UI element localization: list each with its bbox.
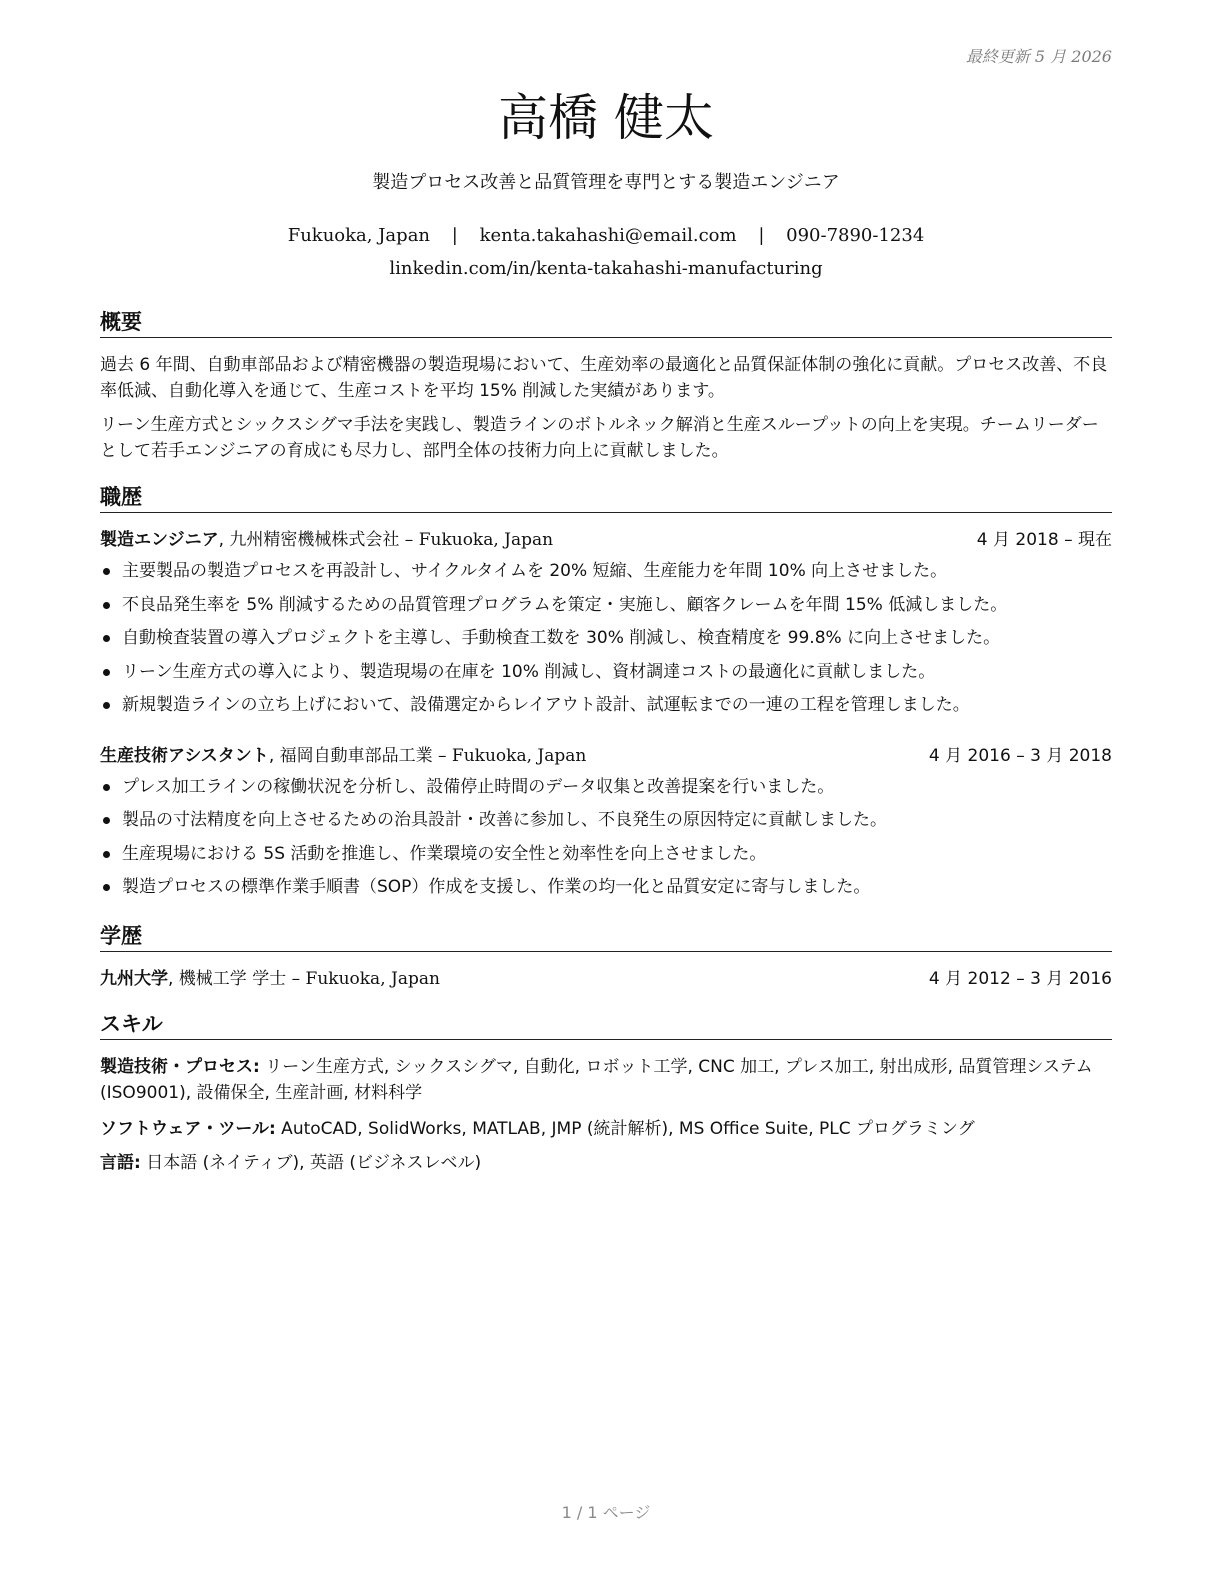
education-title-line xyxy=(100,964,440,994)
tagline: 製造プロセス改善と品質管理を専門とする製造エンジニア xyxy=(372,172,840,193)
list-item: 主要製品の製造プロセスを再設計し、サイクルタイムを 20% 短縮、生産能力を年間 10% 向上させました。 xyxy=(100,555,1112,589)
job-dates: 4 月 2018 – 現在 xyxy=(976,530,1112,550)
job-location: – Fukuoka, Japan xyxy=(399,530,554,550)
last-updated: 最終更新 5 月 2026 xyxy=(965,47,1112,66)
contact-email[interactable]: kenta.takahashi@email.com xyxy=(479,225,737,246)
skill-group xyxy=(100,1116,1112,1142)
job-role: 生産技術アシスタント xyxy=(100,745,269,766)
skill-group xyxy=(100,1054,1112,1106)
contact-separator: | xyxy=(758,225,765,246)
education-degree: , 機械工学 学士 xyxy=(168,969,287,989)
education-section xyxy=(100,922,1112,994)
candidate-name: 高橋 健太 xyxy=(498,89,714,147)
list-item: リーン生産方式の導入により、製造現場の在庫を 10% 削減し、資材調達コストの最適化に貢献しました。 xyxy=(100,656,1112,690)
linkedin-link[interactable]: linkedin.com/in/kenta-takahashi-manufacturing xyxy=(389,258,823,279)
list-item: 生産現場における 5S 活動を推進し、作業環境の安全性と効率性を向上させました。 xyxy=(100,838,1112,872)
section-title-summary: 概要 xyxy=(100,308,1112,338)
job-bullets xyxy=(100,771,1112,905)
resume-page xyxy=(100,0,1112,1584)
education-school: 九州大学 xyxy=(100,969,168,989)
job-role: 製造エンジニア xyxy=(100,530,219,550)
summary-paragraph: 過去 6 年間、自動車部品および精密機器の製造現場において、生産効率の最適化と品質保証体制の強化に貢献。プロセス改善、不良率低減、自動化導入を通じて、生産コストを平均 15% 削減した実績があります。 xyxy=(100,355,1108,401)
job-header xyxy=(100,741,1112,771)
job-title-line xyxy=(100,525,553,555)
section-title-skills: スキル xyxy=(100,1010,1112,1040)
skills-section xyxy=(100,1010,1112,1176)
list-item: 自動検査装置の導入プロジェクトを主導し、手動検査工数を 30% 削減し、検査精度を 99.8% に向上させました。 xyxy=(100,622,1112,656)
job-header xyxy=(100,525,1112,555)
job-company: , 福岡自動車部品工業 xyxy=(268,745,433,766)
contact-separator: | xyxy=(451,225,458,246)
skill-label: ソフトウェア・ツール: xyxy=(100,1119,276,1139)
job-company: , 九州精密機械株式会社 xyxy=(218,530,400,550)
contact-line xyxy=(100,222,1112,250)
contact-location: Fukuoka, Japan xyxy=(287,225,431,246)
education-entry xyxy=(100,964,1112,994)
experience-section xyxy=(100,483,1112,905)
list-item: 新規製造ラインの立ち上げにおいて、設備選定からレイアウト設計、試運転までの一連の工程を管理しました。 xyxy=(100,689,1112,723)
section-title-education: 学歴 xyxy=(100,922,1112,952)
page-indicator: 1 / 1 ページ xyxy=(561,1503,651,1522)
job-entry xyxy=(100,741,1112,905)
summary-section xyxy=(100,308,1112,464)
job-entry xyxy=(100,525,1112,723)
section-title-experience: 職歴 xyxy=(100,483,1112,513)
education-location: – Fukuoka, Japan xyxy=(286,969,440,989)
skill-value: 日本語 (ネイティブ), 英語 (ビジネスレベル) xyxy=(140,1153,482,1173)
education-dates: 4 月 2012 – 3 月 2016 xyxy=(928,969,1112,989)
list-item: 製造プロセスの標準作業手順書（SOP）作成を支援し、作業の均一化と品質安定に寄与しました。 xyxy=(100,871,1112,905)
job-title-line xyxy=(100,741,586,771)
list-item: プレス加工ラインの稼働状況を分析し、設備停止時間のデータ収集と改善提案を行いました。 xyxy=(100,771,1112,805)
job-location: – Fukuoka, Japan xyxy=(432,745,587,766)
skill-group xyxy=(100,1150,1112,1176)
list-item: 製品の寸法精度を向上させるための治具設計・改善に参加し、不良発生の原因特定に貢献しました。 xyxy=(100,804,1112,838)
skill-value: リーン生産方式, シックスシグマ, 自動化, ロボット工学, CNC 加工, プレス加工, 射出成形, 品質管理システム (ISO9001), 設備保全, 生産計画, 材料科学 xyxy=(100,1057,1093,1103)
job-bullets xyxy=(100,555,1112,723)
contact-phone[interactable]: 090-7890-1234 xyxy=(786,225,925,246)
summary-paragraph: リーン生産方式とシックスシグマ手法を実践し、製造ラインのボトルネック解消と生産スループットの向上を実現。チームリーダーとして若手エンジニアの育成にも尽力し、部門全体の技術力向上に貢献しました。 xyxy=(100,415,1099,461)
skill-value: AutoCAD, SolidWorks, MATLAB, JMP (統計解析), MS Office Suite, PLC プログラミング xyxy=(275,1119,975,1139)
job-dates: 4 月 2016 – 3 月 2018 xyxy=(928,745,1112,766)
skill-label: 言語: xyxy=(100,1153,141,1173)
skill-label: 製造技術・プロセス: xyxy=(100,1057,260,1077)
list-item: 不良品発生率を 5% 削減するための品質管理プログラムを策定・実施し、顧客クレームを年間 15% 低減しました。 xyxy=(100,589,1112,623)
